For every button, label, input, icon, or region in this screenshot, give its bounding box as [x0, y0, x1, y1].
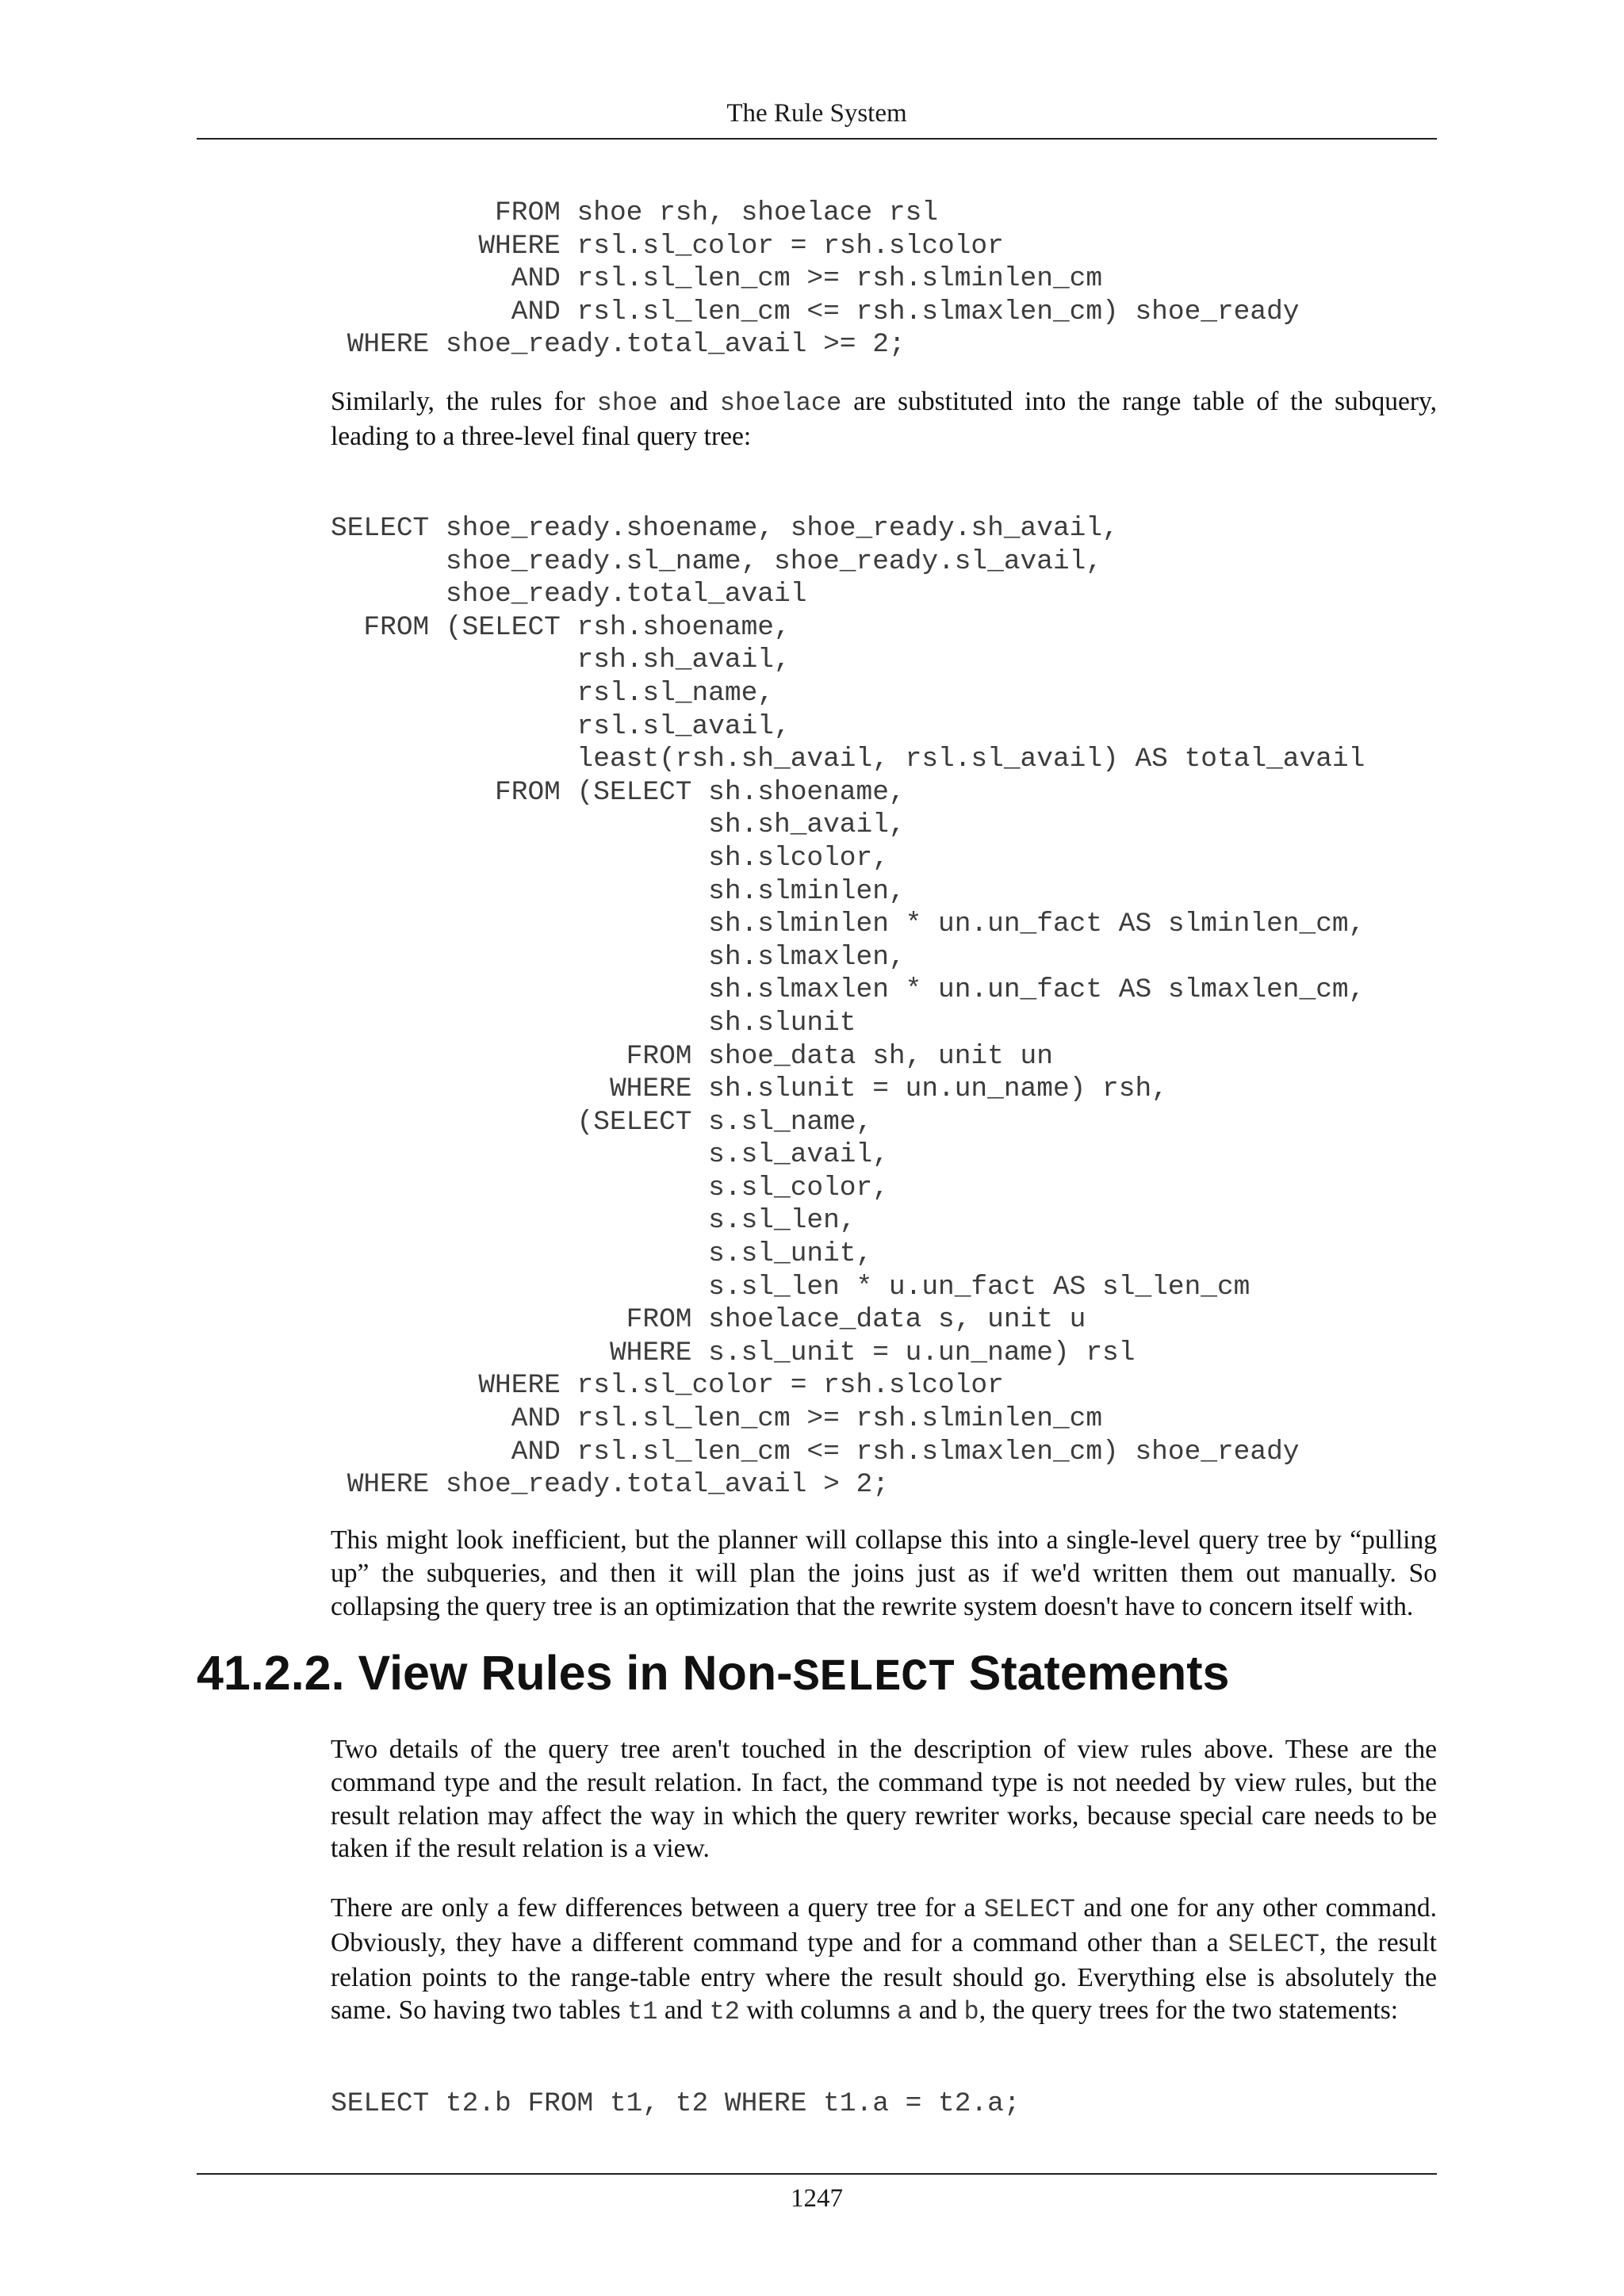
section-heading-text: 41.2.2. View Rules in Non-: [197, 1646, 793, 1700]
inline-code-select: SELECT: [1228, 1929, 1320, 1959]
code-block-select-example: SELECT t2.b FROM t1, t2 WHERE t1.a = t2.a;: [331, 2088, 1021, 2119]
code-block-query-tail: FROM shoe rsh, shoelace rsl WHERE rsl.sl_color = rsh.slcolor AND rsl.sl_len_cm >= rsh.slminlen_cm AND rsl.sl_len_cm <= rsh.slmaxlen_cm) shoe_ready WHERE shoe_ready.total_avail >= 2;: [347, 197, 1300, 361]
footer-rule: [197, 2173, 1437, 2175]
paragraph-planner-collapse: This might look inefficient, but the planner will collapse this into a single-level query tree by “pulling up” the subqueries, and then it will plan the joins just as if we'd written them out manually. So collapsing the query tree is an optimization that the rewrite system doesn't have to concern itself with.: [331, 1525, 1437, 1621]
paragraph-text: and: [657, 387, 720, 416]
section-heading-code: SELECT: [792, 1653, 956, 1704]
inline-code-t1: t1: [627, 1997, 658, 2027]
paragraph-substitution: [331, 385, 1437, 453]
paragraph-text: and: [912, 1996, 964, 2026]
inline-code-a: a: [897, 1997, 913, 2027]
paragraph-text: Similarly, the rules for: [331, 387, 597, 416]
inline-code-b: b: [963, 1997, 979, 2027]
page-number: 1247: [791, 2184, 843, 2213]
paragraph-text: There are only a few differences between a query tree for a: [331, 1893, 984, 1923]
section-heading-tail: Statements: [955, 1646, 1230, 1700]
paragraph-command-differences: [331, 1892, 1437, 2029]
paragraph-text: with columns: [739, 1996, 898, 2026]
paragraph-text: and one for any other command. Obviously, they have a different command type and for a command other than a: [331, 1893, 1437, 1957]
paragraph-text: , the query trees for the two statements:: [979, 1996, 1399, 2026]
inline-code-shoe: shoe: [596, 388, 658, 418]
paragraph-text: are substituted into the range table of the subquery, leading to a three-level final query tree:: [331, 387, 1437, 451]
paragraph-text: and: [657, 1996, 710, 2026]
paragraph-query-tree-details: Two details of the query tree aren't touched in the description of view rules above. These are the command type and the result relation. In fact, the command type is not needed by view rules, but the result relation may affect the way in which the query rewriter works, because special care needs to be taken if the result relation is a view.: [331, 1735, 1437, 1864]
running-header: The Rule System: [726, 99, 907, 128]
code-block-final-query-tree: SELECT shoe_ready.shoename, shoe_ready.sh_avail, shoe_ready.sl_name, shoe_ready.sl_avail, shoe_ready.total_avail FROM (SELECT rsh.shoename, rsh.sh_avail, rsl.sl_name, rsl.sl_avail, least(rsh.sh_avail, rsl.sl_avail) AS total_avail FROM (SELECT sh.shoename, sh.sh_avail, sh.slcolor, sh.slminlen, sh.slminlen * un.un_fact AS slminlen_cm, sh.slmaxlen, sh.slmaxlen * un.un_fact AS slmaxlen_cm, sh.slunit FROM shoe_data sh, unit un WHERE sh.slunit = un.un_name) rsh, (SELECT s.sl_name, s.sl_avail, s.sl_color, s.sl_len, s.sl_unit, s.sl_len * u.un_fact AS sl_len_cm FROM shoelace_data s, unit u WHERE s.sl_unit = u.un_name) rsl WHERE rsl.sl_color = rsh.slcolor AND rsl.sl_len_cm >= rsh.slminlen_cm AND rsl.sl_len_cm <= rsh.slmaxlen_cm) shoe_ready WHERE shoe_ready.total_avail > 2;: [331, 513, 1365, 1501]
inline-code-t2: t2: [709, 1997, 740, 2027]
header-rule: [197, 138, 1437, 140]
inline-code-select: SELECT: [983, 1895, 1075, 1924]
inline-code-shoelace: shoelace: [719, 388, 842, 418]
paragraph-text: , the result relation points to the range-table entry where the result should go. Everything else is absolutely the same. So having two tables: [331, 1927, 1437, 2026]
section-heading: [197, 1643, 1437, 1709]
